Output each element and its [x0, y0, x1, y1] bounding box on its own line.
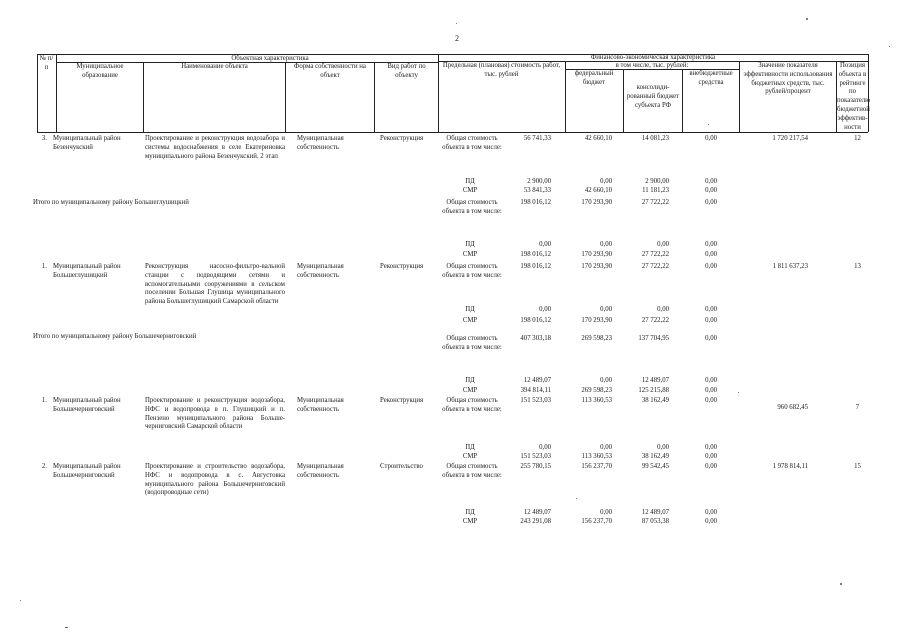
row-smr-federal: 170 293,90: [581, 251, 612, 258]
row-pd-extrabudget: 0,00: [705, 306, 717, 313]
row-pd-consolidated: 12 489,07: [641, 377, 669, 384]
row-total-label: Общая стоимость объекта в том числе:: [442, 397, 502, 413]
row-cost: 151 523,03: [520, 397, 551, 404]
row-pd-consolidated: 0,00: [657, 306, 669, 313]
row-cost: 407 303,18: [520, 335, 551, 342]
header-consolidated: консолиди-рованный бюджет субъекта РФ: [626, 84, 680, 109]
row-pd-label: ПД: [465, 377, 475, 384]
row-smr-federal: 113 360,53: [581, 453, 612, 460]
row-smr-extrabudget: 0,00: [705, 453, 717, 460]
row-ownership: Муниципальная собственность: [297, 135, 344, 151]
header-finance-group: Финансово-экономическая характеристика: [590, 54, 716, 61]
row-extrabudget: 0,00: [705, 135, 717, 142]
row-smr-consolidated: 27 722,22: [641, 251, 669, 258]
row-number: 2.: [41, 463, 47, 470]
row-federal: 42 660,10: [584, 135, 612, 142]
header-ownership: Форма собственности на объект: [294, 63, 366, 79]
row-ownership: Муниципальная собственность: [297, 463, 344, 479]
row-efficiency: 1 978 814,11: [772, 463, 808, 470]
row-federal: 156 237,70: [581, 463, 612, 470]
header-efficiency: Значение показателя эффективности использования бюджетных средств, тыс. рублей/процент: [743, 62, 833, 96]
row-pd-cost: 0,00: [539, 241, 551, 248]
row-work-type: Реконструкция: [380, 135, 424, 142]
row-number: 3.: [41, 135, 47, 142]
page-number: 2: [455, 34, 459, 43]
row-smr-consolidated: 27 722,22: [641, 317, 669, 324]
row-pd-consolidated: 0,00: [657, 444, 669, 451]
row-smr-extrabudget: 0,00: [705, 187, 717, 194]
row-work-type: Реконструкция: [380, 397, 424, 404]
row-pd-cost: 0,00: [539, 444, 551, 451]
row-smr-extrabudget: 0,00: [705, 317, 717, 324]
row-smr-cost: 198 016,12: [520, 251, 551, 258]
header-federal: федеральный бюджет: [574, 70, 614, 86]
row-pd-extrabudget: 0,00: [705, 377, 717, 384]
row-extrabudget: 0,00: [705, 263, 717, 270]
row-pd-label: ПД: [465, 306, 475, 313]
row-pd-cost: 12 489,07: [523, 377, 551, 384]
row-object-name: Реконструкция насосно-фильтро-вальной станции с подводящими сетями и вспомогательными сооружениями в сельском поселении Большая Глушица муниципального района Большеглушицкий Самарской области: [145, 263, 285, 306]
row-ownership: Муниципальная собственность: [297, 263, 344, 279]
row-pd-consolidated: 2 900,00: [645, 178, 669, 185]
row-pd-extrabudget: 0,00: [705, 509, 717, 516]
row-total-label: Общая стоимость объекта в том числе:: [442, 463, 502, 479]
header-extrabudget: внебюджетные средства: [689, 70, 733, 86]
row-pd-federal: 0,00: [600, 306, 612, 313]
row-pd-extrabudget: 0,00: [705, 178, 717, 185]
row-smr-label: СМР: [462, 453, 478, 460]
row-smr-cost: 53 841,33: [523, 187, 551, 194]
header-rank: Позиция объекта в рейтинге по показателю бюджетной эффектив-ности: [837, 62, 871, 131]
row-pd-cost: 12 489,07: [523, 509, 551, 516]
row-municipality: Муниципальный район Большечерниговский: [53, 463, 121, 479]
row-smr-consolidated: 125 215,88: [638, 387, 669, 394]
row-smr-label: СМР: [462, 387, 478, 394]
row-efficiency: 960 682,45: [777, 404, 808, 411]
row-object-name: Проектирование и строительство водозабора, НФС и водопровода в с. Августовка муниципального района Большечерниговский (водопроводные сети): [145, 463, 285, 497]
row-rank: 12: [854, 135, 861, 142]
header-col-number: № п/п: [39, 55, 54, 71]
row-extrabudget: 0,00: [705, 397, 717, 404]
row-smr-extrabudget: 0,00: [705, 518, 717, 525]
row-smr-label: СМР: [462, 187, 478, 194]
row-pd-federal: 0,00: [600, 241, 612, 248]
row-consolidated: 27 722,22: [641, 199, 669, 206]
row-object-name: Проектирование и реконструкция водозабора, НФС и водопровода в п. Глушицкий и п. Пензено муниципального района Больше-черниговский Самарской области: [145, 397, 285, 431]
row-rank: 7: [855, 404, 860, 411]
header-object-name: Наименование объекта: [181, 63, 248, 70]
header-municipality: Муниципальное образование: [76, 63, 124, 79]
row-federal: 170 293,90: [581, 263, 612, 270]
row-pd-label: ПД: [465, 178, 475, 185]
row-federal: 113 360,53: [581, 397, 612, 404]
header-cost: Предельная (плановая) стоимость работ, тыс. рублей: [442, 62, 561, 78]
row-consolidated: 14 081,23: [641, 135, 669, 142]
row-pd-extrabudget: 0,00: [705, 241, 717, 248]
row-consolidated: 27 722,22: [641, 263, 669, 270]
row-extrabudget: 0,00: [705, 463, 717, 470]
row-cost: 198 016,12: [520, 263, 551, 270]
row-smr-label: СМР: [462, 518, 478, 525]
header-work-type: Вид работ по объекту: [387, 63, 426, 79]
row-total-label: Общая стоимость объекта в том числе:: [442, 335, 502, 351]
row-smr-federal: 170 293,90: [581, 317, 612, 324]
row-pd-label: ПД: [465, 509, 475, 516]
row-municipality: Муниципальный район Большеглушицкий: [53, 263, 121, 279]
row-pd-consolidated: 12 489,07: [641, 509, 669, 516]
row-smr-extrabudget: 0,00: [705, 387, 717, 394]
row-work-type: Строительство: [380, 463, 423, 470]
total-title: Итого по муниципальному району Большеглушицкий: [33, 199, 189, 206]
row-municipality: Муниципальный район Безенчукский: [53, 135, 121, 151]
row-smr-cost: 394 814,11: [520, 387, 551, 394]
row-municipality: Муниципальный район Большечерниговский: [53, 397, 121, 413]
row-pd-federal: 0,00: [600, 178, 612, 185]
row-cost: 56 741,33: [523, 135, 551, 142]
row-consolidated: 137 704,95: [638, 335, 669, 342]
row-smr-label: СМР: [462, 251, 478, 258]
header-object-group: Объектная характеристика: [231, 55, 309, 62]
row-pd-extrabudget: 0,00: [705, 444, 717, 451]
header-subgroup: в том числе, тыс. рублей:: [615, 62, 689, 69]
row-extrabudget: 0,00: [705, 199, 717, 206]
total-title: Итого по муниципальному району Большечерниговский: [33, 333, 197, 340]
row-total-label: Общая стоимость объекта в том числе:: [442, 199, 502, 215]
row-cost: 255 780,15: [520, 463, 551, 470]
row-total-label: Общая стоимость объекта в том числе:: [442, 135, 502, 151]
row-extrabudget: 0,00: [705, 335, 717, 342]
row-pd-federal: 0,00: [600, 377, 612, 384]
row-smr-extrabudget: 0,00: [705, 251, 717, 258]
row-pd-label: ПД: [465, 241, 475, 248]
row-smr-federal: 269 598,23: [581, 387, 612, 394]
row-smr-federal: 42 660,10: [584, 187, 612, 194]
row-number: 1.: [41, 263, 47, 270]
row-federal: 269 598,23: [581, 335, 612, 342]
row-rank: 13: [854, 263, 861, 270]
row-total-label: Общая стоимость объекта в том числе:: [442, 263, 502, 279]
row-smr-consolidated: 38 162,49: [641, 453, 669, 460]
row-efficiency: 1 720 217,54: [772, 135, 808, 142]
row-pd-federal: 0,00: [600, 509, 612, 516]
row-work-type: Реконструкция: [380, 263, 424, 270]
row-pd-cost: 0,00: [539, 306, 551, 313]
row-federal: 170 293,90: [581, 199, 612, 206]
row-efficiency: 1 811 637,23: [772, 263, 808, 270]
row-smr-cost: 243 291,08: [520, 518, 551, 525]
row-ownership: Муниципальная собственность: [297, 397, 344, 413]
row-pd-federal: 0,00: [600, 444, 612, 451]
row-smr-federal: 156 237,70: [581, 518, 612, 525]
row-smr-consolidated: 11 181,23: [642, 187, 669, 194]
row-pd-label: ПД: [465, 444, 475, 451]
row-number: 1.: [41, 397, 47, 404]
row-pd-consolidated: 0,00: [657, 241, 669, 248]
row-smr-cost: 151 523,03: [520, 453, 551, 460]
row-pd-cost: 2 900,00: [527, 178, 551, 185]
row-consolidated: 99 542,45: [641, 463, 669, 470]
row-cost: 198 016,12: [520, 199, 551, 206]
row-smr-consolidated: 87 053,38: [641, 518, 669, 525]
row-rank: 15: [854, 463, 861, 470]
row-consolidated: 38 162,49: [641, 397, 669, 404]
row-object-name: Проектирование и реконструкция водозабора и системы водоснабжения в селе Екатериновка муниципального района Безенчукский. 2 этап: [145, 135, 285, 160]
row-smr-cost: 198 016,12: [520, 317, 551, 324]
row-smr-label: СМР: [462, 317, 478, 324]
